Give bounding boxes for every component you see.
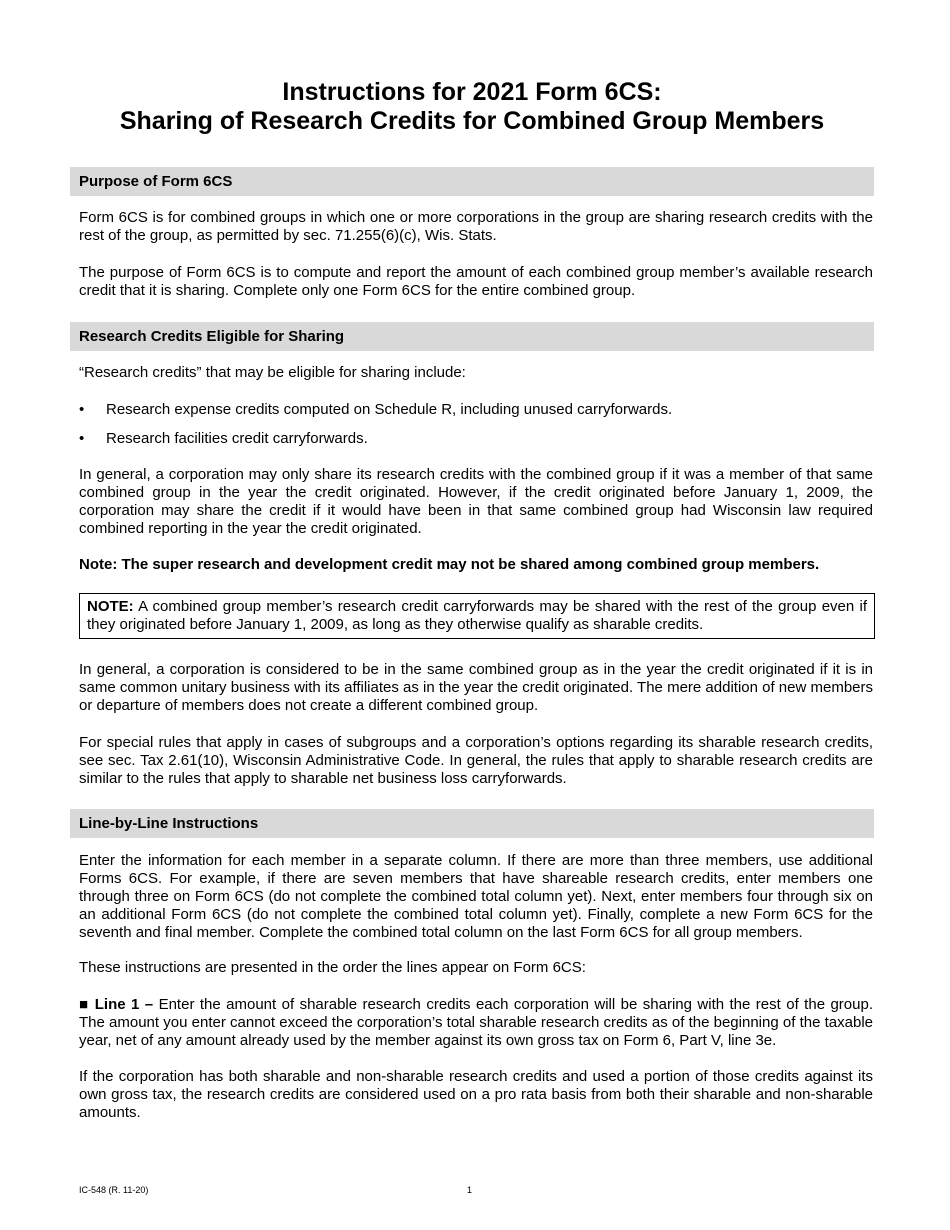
section-heading-eligible: Research Credits Eligible for Sharing (70, 322, 874, 351)
title-line-2: Sharing of Research Credits for Combined Group Members (119, 107, 825, 135)
eligible-paragraph-2: In general, a corporation is considered to be in the same combined group as in the year the credit originated if it is in same common unitary business with its affiliates as in the year the credit originated. The mere addition of new members or departure of members does not create a different combined group. (79, 661, 873, 714)
title-line-1: Instructions for 2021 Form 6CS: (282, 78, 662, 106)
section-heading-purpose: Purpose of Form 6CS (70, 167, 874, 196)
eligible-paragraph-3: For special rules that apply in cases of subgroups and a corporation’s options regarding its sharable research credits, see sec. Tax 2.61(10), Wisconsin Administrative Code. In general, the rules that apply to sharable research credits are similar to the rules that apply to sharable net business loss carryforwards. (79, 734, 873, 787)
eligible-intro: “Research credits” that may be eligible for sharing include: (79, 364, 466, 381)
line-by-line-paragraph-3: If the corporation has both sharable and non-sharable research credits and used a portion of those credits against its own gross tax, the research credits are considered used on a pro rata basis from both their sharable and non-sharable amounts. (79, 1068, 873, 1121)
line-by-line-paragraph-2: These instructions are presented in the order the lines appear on Form 6CS: (79, 959, 586, 976)
purpose-paragraph-1: Form 6CS is for combined groups in which one or more corporations in the group are sharing research credits with the rest of the group, as permitted by sec. 71.255(6)(c), Wis. Stats. (79, 209, 873, 244)
footer-page-number: 1 (467, 1185, 473, 1195)
note-box (79, 593, 875, 639)
line-1-instruction (79, 996, 873, 1050)
super-credit-note: Note: The super research and development credit may not be shared among combined group members. (79, 556, 820, 573)
eligible-paragraph-1: In general, a corporation may only share its research credits with the combined group if it was a member of that same combined group in the year the credit originated. However, if the credit originated before January 1, 2009, the corporation may share the credit if it would have been in that same combined group had Wisconsin law required combined reporting in the year the credit originated. (79, 466, 873, 537)
list-item-text: Research expense credits computed on Schedule R, including unused carryforwards. (106, 401, 673, 418)
section-heading-line-by-line: Line-by-Line Instructions (70, 809, 874, 838)
note-box-text: A combined group member’s research credit carryforwards may be shared with the rest of the group even if they originated before January 1, 2009, as long as they otherwise qualify as sharable credits. (87, 598, 867, 633)
line-1-text: Enter the amount of sharable research credits each corporation will be sharing with the rest of the group. The amount you enter cannot exceed the corporation’s total sharable research credits as of the beginning of the taxable year, net of any amount already used by the member against its own gross tax on Form 6, Part V, line 3e. (79, 996, 873, 1049)
line-1-label: ■ Line 1 – (79, 996, 154, 1013)
purpose-paragraph-2: The purpose of Form 6CS is to compute and report the amount of each combined group member’s available research credit that it is sharing. Complete only one Form 6CS for the entire combined group. (79, 264, 873, 299)
bullet-glyph: • (79, 430, 85, 447)
line-by-line-paragraph-1: Enter the information for each member in a separate column. If there are more than three members, use additional Forms 6CS. For example, if there are seven members that have shareable research credits, enter members one through three on Form 6CS (do not complete the combined total column yet). Next, enter members four through six on an additional Form 6CS (do not complete the combined total column yet). Finally, complete a new Form 6CS for the seventh and final member. Complete the combined total column on the last Form 6CS for all group members. (79, 852, 873, 941)
list-item-text: Research facilities credit carryforwards. (106, 430, 368, 447)
note-box-label: NOTE: (87, 598, 134, 615)
bullet-glyph: • (79, 401, 85, 418)
page-title (70, 78, 874, 136)
footer-form-id: IC-548 (R. 11-20) (79, 1185, 149, 1195)
